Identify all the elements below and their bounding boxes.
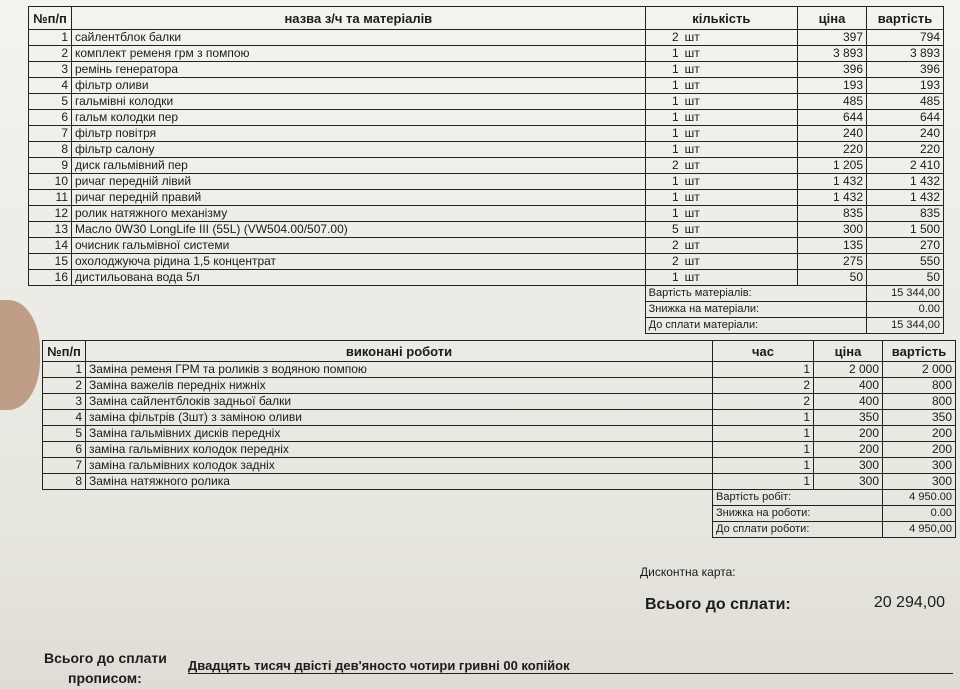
work-price: 400: [814, 378, 883, 394]
row-number: 5: [43, 426, 86, 442]
item-qty: 5: [645, 222, 682, 238]
item-qty: 1: [645, 174, 682, 190]
row-number: 4: [29, 78, 72, 94]
table-row: [43, 458, 956, 474]
grand-total-value: 20 294,00: [873, 594, 945, 611]
item-price: 644: [798, 110, 867, 126]
item-price: 275: [798, 254, 867, 270]
col-total: вартість: [883, 341, 956, 362]
item-total: 644: [867, 110, 944, 126]
item-name: фільтр салону: [72, 142, 646, 158]
item-price: 135: [798, 238, 867, 254]
work-total: 350: [883, 410, 956, 426]
row-number: 6: [29, 110, 72, 126]
item-price: 397: [798, 30, 867, 46]
work-name: Заміна сайлентблоків задньої балки: [86, 394, 713, 410]
item-unit: шт: [682, 238, 798, 254]
table-row: [43, 474, 956, 490]
item-unit: шт: [682, 78, 798, 94]
summary-value: 0.00: [883, 506, 956, 522]
summary-value: 4 950.00: [883, 490, 956, 506]
summary-label: Знижка на роботи:: [713, 506, 883, 522]
item-name: ремінь генератора: [72, 62, 646, 78]
work-hours: 1: [713, 458, 814, 474]
summary-label: Знижка на матеріали:: [645, 302, 866, 318]
table-row: [29, 238, 944, 254]
item-name: ричаг передній лівий: [72, 174, 646, 190]
item-price: 3 893: [798, 46, 867, 62]
item-name: ролик натяжного механізму: [72, 206, 646, 222]
col-num: №п/п: [29, 7, 72, 30]
work-total: 300: [883, 458, 956, 474]
item-total: 485: [867, 94, 944, 110]
item-name: дистильована вода 5л: [72, 270, 646, 286]
item-total: 1 500: [867, 222, 944, 238]
work-price: 300: [814, 474, 883, 490]
item-unit: шт: [682, 158, 798, 174]
grand-total-label: Всього до сплати:: [645, 596, 791, 613]
item-qty: 2: [645, 254, 682, 270]
item-total: 50: [867, 270, 944, 286]
row-number: 9: [29, 158, 72, 174]
item-qty: 1: [645, 94, 682, 110]
item-unit: шт: [682, 142, 798, 158]
item-total: 240: [867, 126, 944, 142]
row-number: 16: [29, 270, 72, 286]
summary-row: [43, 490, 956, 506]
row-number: 1: [43, 362, 86, 378]
work-total: 200: [883, 426, 956, 442]
summary-label: Вартість матеріалів:: [645, 286, 866, 302]
item-total: 270: [867, 238, 944, 254]
item-qty: 1: [645, 110, 682, 126]
spacer: [29, 318, 646, 334]
item-qty: 1: [645, 142, 682, 158]
table-row: [29, 110, 944, 126]
total-in-words-label-2: прописом:: [68, 670, 142, 686]
table-row: [43, 426, 956, 442]
item-total: 220: [867, 142, 944, 158]
row-number: 1: [29, 30, 72, 46]
item-qty: 1: [645, 206, 682, 222]
discount-card-label: Дисконтна карта:: [640, 565, 736, 579]
table-row: [29, 78, 944, 94]
table-row: [29, 270, 944, 286]
row-number: 5: [29, 94, 72, 110]
table-row: [29, 94, 944, 110]
item-unit: шт: [682, 46, 798, 62]
row-number: 4: [43, 410, 86, 426]
item-total: 1 432: [867, 174, 944, 190]
work-total: 2 000: [883, 362, 956, 378]
work-total: 800: [883, 378, 956, 394]
item-qty: 1: [645, 62, 682, 78]
item-name: Масло 0W30 LongLife III (55L) (VW504.00/507.00): [72, 222, 646, 238]
work-price: 2 000: [814, 362, 883, 378]
item-unit: шт: [682, 94, 798, 110]
table-row: [29, 158, 944, 174]
item-total: 1 432: [867, 190, 944, 206]
item-name: комплект ременя грм з помпою: [72, 46, 646, 62]
row-number: 8: [29, 142, 72, 158]
item-unit: шт: [682, 62, 798, 78]
col-price: ціна: [814, 341, 883, 362]
work-price: 300: [814, 458, 883, 474]
col-name: виконані роботи: [86, 341, 713, 362]
item-qty: 1: [645, 270, 682, 286]
table-row: [29, 190, 944, 206]
row-number: 2: [29, 46, 72, 62]
item-unit: шт: [682, 110, 798, 126]
work-name: Заміна гальмівних дисків передніх: [86, 426, 713, 442]
col-total: вартість: [867, 7, 944, 30]
item-price: 1 205: [798, 158, 867, 174]
item-price: 193: [798, 78, 867, 94]
row-number: 14: [29, 238, 72, 254]
summary-label: Вартість робіт:: [713, 490, 883, 506]
item-unit: шт: [682, 174, 798, 190]
col-hours: час: [713, 341, 814, 362]
work-price: 200: [814, 426, 883, 442]
row-number: 15: [29, 254, 72, 270]
row-number: 3: [43, 394, 86, 410]
row-number: 10: [29, 174, 72, 190]
item-price: 485: [798, 94, 867, 110]
col-qty: кількість: [645, 7, 797, 30]
item-price: 1 432: [798, 174, 867, 190]
item-total: 3 893: [867, 46, 944, 62]
item-name: сайлентблок балки: [72, 30, 646, 46]
item-qty: 1: [645, 190, 682, 206]
table-row: [43, 410, 956, 426]
work-hours: 2: [713, 378, 814, 394]
table-row: [43, 362, 956, 378]
summary-value: 15 344,00: [867, 318, 944, 334]
table-row: [29, 46, 944, 62]
spacer: [43, 522, 713, 538]
item-price: 396: [798, 62, 867, 78]
work-price: 400: [814, 394, 883, 410]
work-hours: 1: [713, 442, 814, 458]
work-total: 300: [883, 474, 956, 490]
summary-label: До сплати матеріали:: [645, 318, 866, 334]
total-in-words-label-1: Всього до сплати: [44, 650, 167, 666]
row-number: 12: [29, 206, 72, 222]
row-number: 2: [43, 378, 86, 394]
work-price: 200: [814, 442, 883, 458]
work-total: 200: [883, 442, 956, 458]
item-qty: 2: [645, 238, 682, 254]
row-number: 7: [43, 458, 86, 474]
summary-value: 0.00: [867, 302, 944, 318]
work-name: заміна гальмівних колодок передніх: [86, 442, 713, 458]
item-price: 240: [798, 126, 867, 142]
work-hours: 2: [713, 394, 814, 410]
work-name: Заміна ременя ГРМ та роликів з водяною помпою: [86, 362, 713, 378]
item-unit: шт: [682, 254, 798, 270]
item-total: 550: [867, 254, 944, 270]
item-price: 50: [798, 270, 867, 286]
item-price: 300: [798, 222, 867, 238]
work-total: 800: [883, 394, 956, 410]
col-name: назва з/ч та матеріалів: [72, 7, 646, 30]
item-qty: 1: [645, 78, 682, 94]
item-total: 193: [867, 78, 944, 94]
item-name: ричаг передній правий: [72, 190, 646, 206]
item-qty: 2: [645, 30, 682, 46]
table-row: [29, 174, 944, 190]
spacer: [29, 302, 646, 318]
item-qty: 1: [645, 46, 682, 62]
summary-row: [29, 286, 944, 302]
table-row: [43, 442, 956, 458]
item-total: 835: [867, 206, 944, 222]
row-number: 7: [29, 126, 72, 142]
work-name: заміна гальмівних колодок задніх: [86, 458, 713, 474]
item-total: 794: [867, 30, 944, 46]
item-unit: шт: [682, 270, 798, 286]
work-hours: 1: [713, 426, 814, 442]
item-total: 396: [867, 62, 944, 78]
table-row: [29, 254, 944, 270]
col-num: №п/п: [43, 341, 86, 362]
table-row: [29, 126, 944, 142]
item-name: гальм колодки пер: [72, 110, 646, 126]
summary-row: [43, 506, 956, 522]
work-name: заміна фільтрів (3шт) з заміною оливи: [86, 410, 713, 426]
table-row: [29, 62, 944, 78]
item-name: охолоджуюча рідина 1,5 концентрат: [72, 254, 646, 270]
item-unit: шт: [682, 30, 798, 46]
item-name: гальмівні колодки: [72, 94, 646, 110]
summary-row: [29, 302, 944, 318]
works-table: [42, 340, 956, 538]
work-price: 350: [814, 410, 883, 426]
table-row: [29, 222, 944, 238]
row-number: 13: [29, 222, 72, 238]
spacer: [43, 490, 713, 506]
total-in-words-value: Двадцять тисяч двісті дев'яносто чотири гривні 00 копійок: [188, 658, 953, 674]
row-number: 8: [43, 474, 86, 490]
item-unit: шт: [682, 206, 798, 222]
item-name: фільтр повітря: [72, 126, 646, 142]
item-total: 2 410: [867, 158, 944, 174]
summary-label: До сплати роботи:: [713, 522, 883, 538]
item-unit: шт: [682, 126, 798, 142]
item-name: фільтр оливи: [72, 78, 646, 94]
row-number: 3: [29, 62, 72, 78]
row-number: 11: [29, 190, 72, 206]
summary-value: 15 344,00: [867, 286, 944, 302]
item-name: диск гальмівний пер: [72, 158, 646, 174]
summary-value: 4 950,00: [883, 522, 956, 538]
item-qty: 2: [645, 158, 682, 174]
item-qty: 1: [645, 126, 682, 142]
item-unit: шт: [682, 190, 798, 206]
item-price: 220: [798, 142, 867, 158]
item-price: 835: [798, 206, 867, 222]
summary-row: [43, 522, 956, 538]
spacer: [43, 506, 713, 522]
item-name: очисник гальмівної системи: [72, 238, 646, 254]
parts-table: [28, 6, 944, 334]
item-price: 1 432: [798, 190, 867, 206]
spacer: [29, 286, 646, 302]
table-row: [29, 142, 944, 158]
row-number: 6: [43, 442, 86, 458]
table-row: [43, 394, 956, 410]
work-name: Заміна натяжного ролика: [86, 474, 713, 490]
work-hours: 1: [713, 362, 814, 378]
work-name: Заміна важелів передніх нижніх: [86, 378, 713, 394]
table-row: [29, 206, 944, 222]
item-unit: шт: [682, 222, 798, 238]
work-hours: 1: [713, 410, 814, 426]
work-hours: 1: [713, 474, 814, 490]
col-price: ціна: [798, 7, 867, 30]
table-row: [29, 30, 944, 46]
summary-row: [29, 318, 944, 334]
table-row: [43, 378, 956, 394]
